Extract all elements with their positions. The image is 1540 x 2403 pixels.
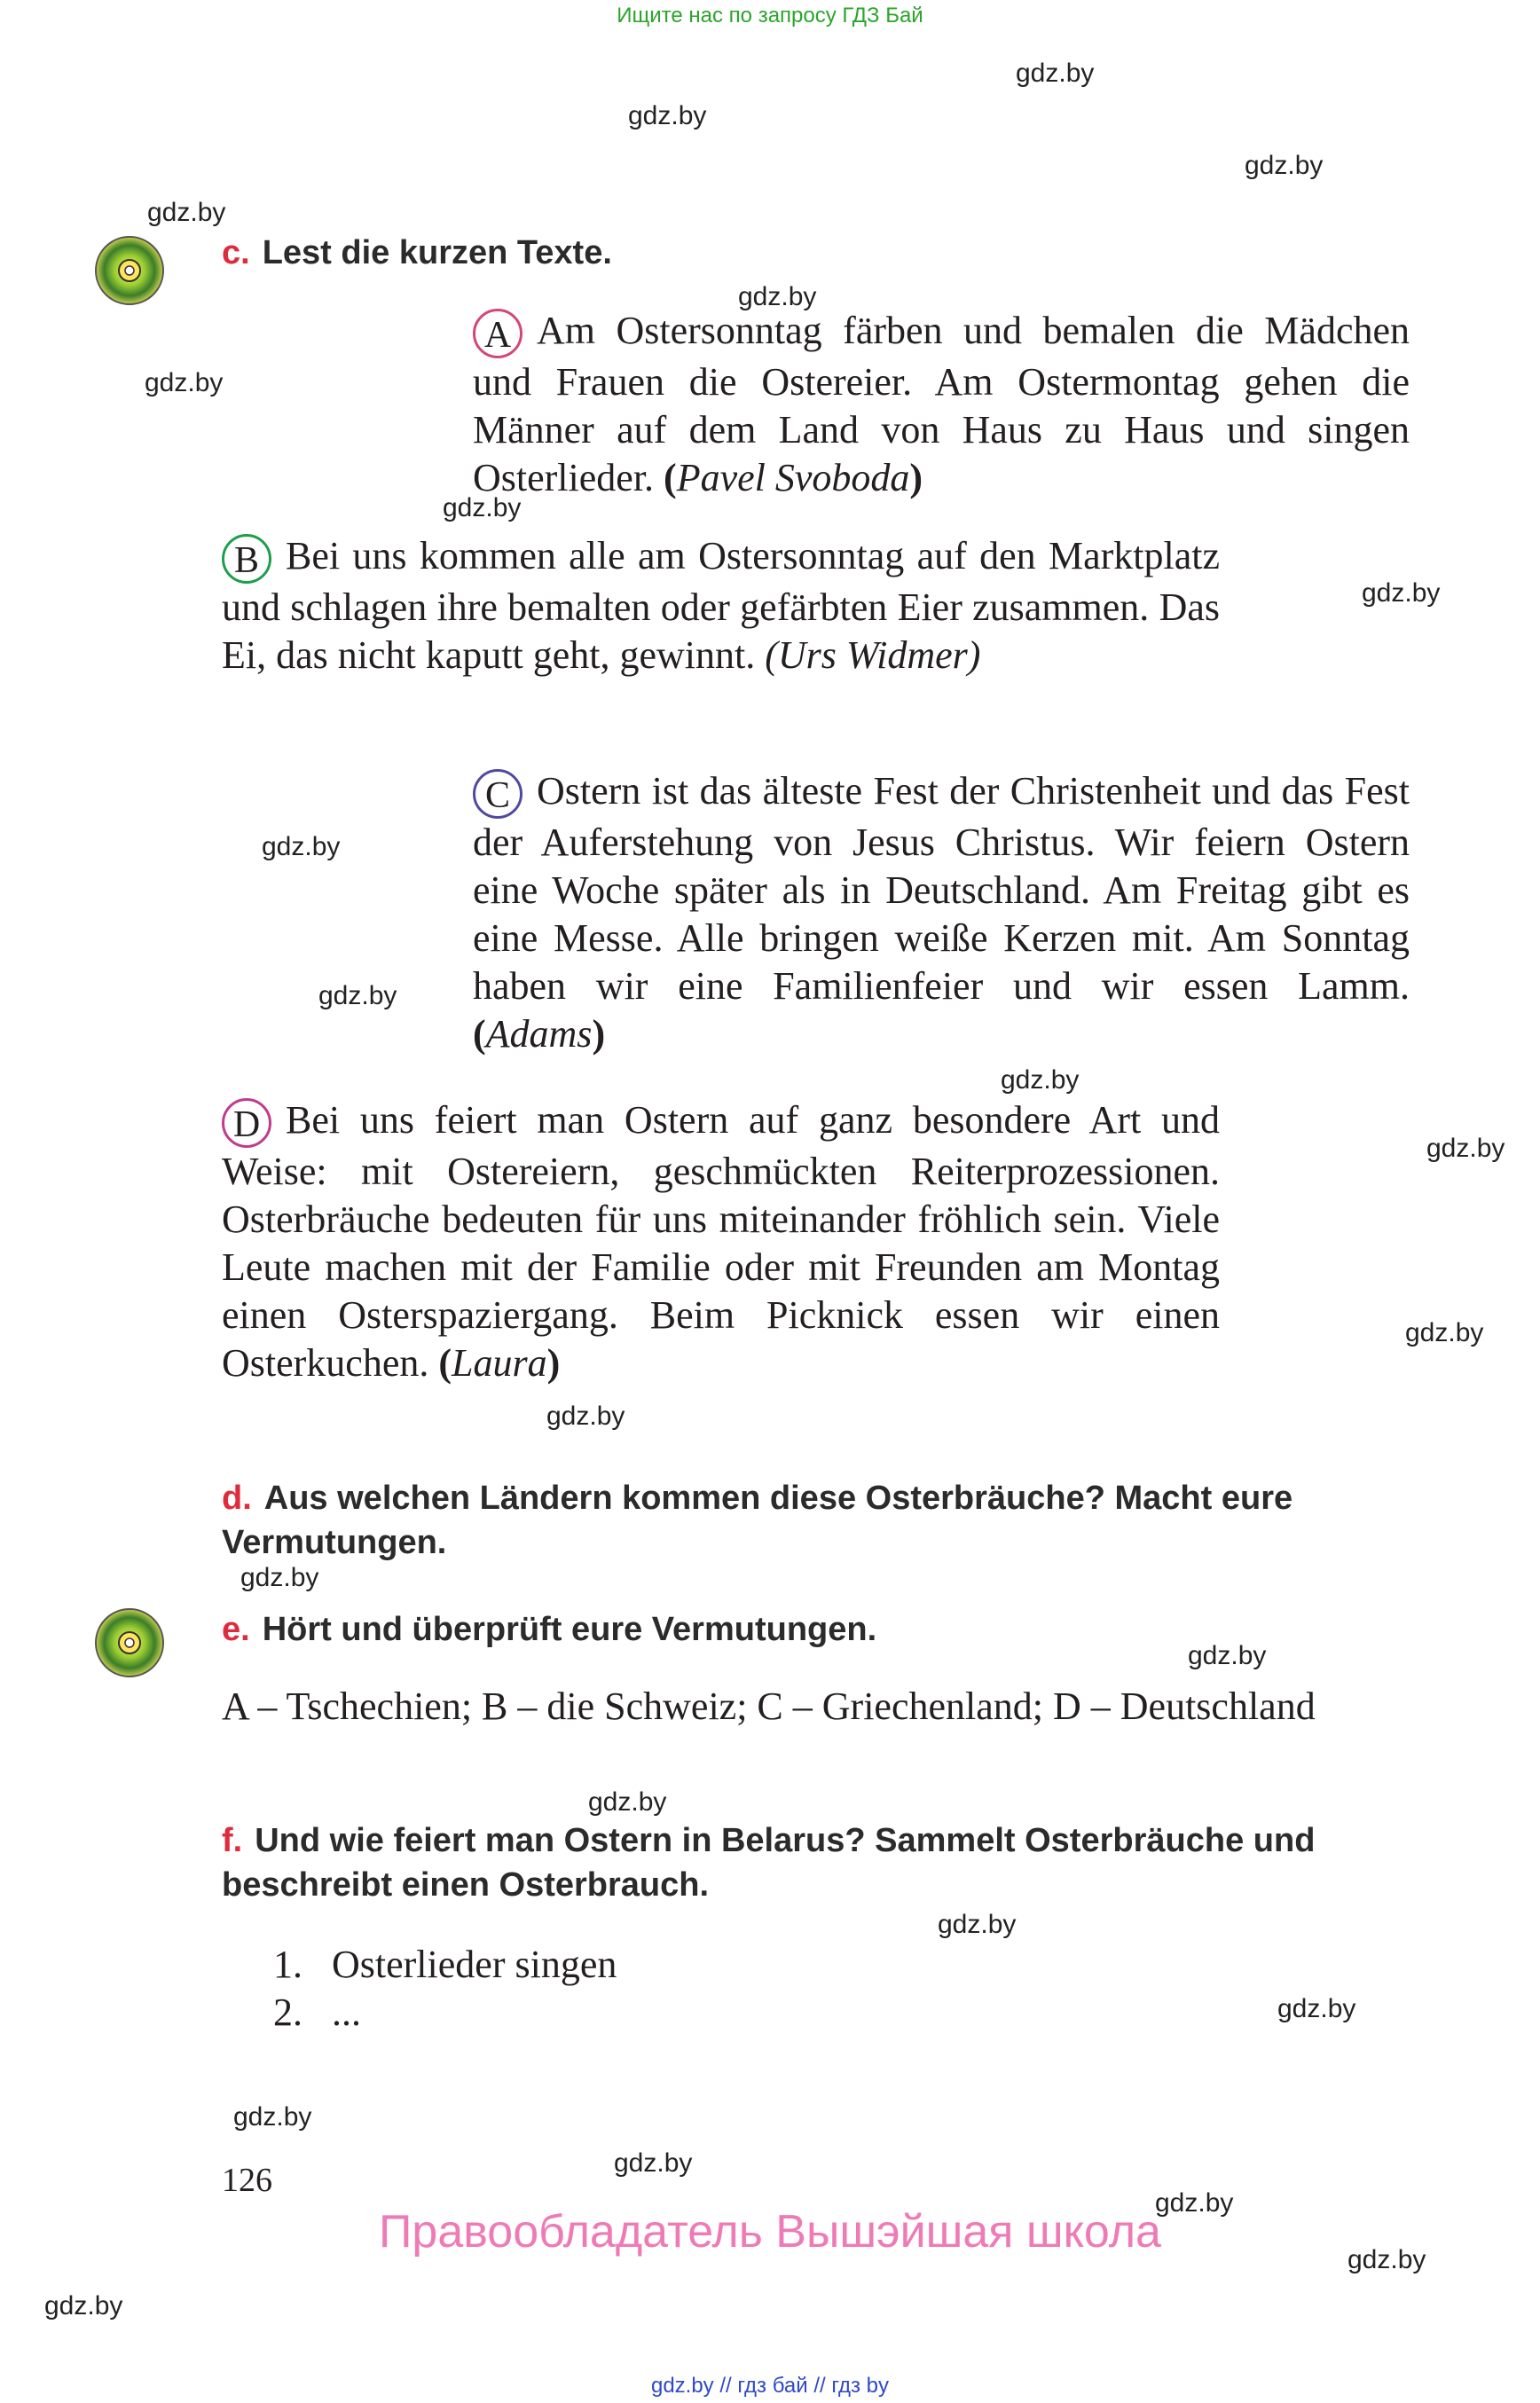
task-d-heading (222, 1476, 1410, 1565)
list-item (273, 1989, 361, 2037)
watermark: gdz.by (1188, 1641, 1267, 1670)
text-b-body: Bei uns kommen alle am Ostersonntag auf den Marktplatz und schlagen ihre bemalten oder gefärbten Eier zusammen. Das Ei, das nicht kaputt geht, gewinnt. (222, 534, 1220, 677)
label-a-badge: A (473, 309, 522, 358)
text-a-author: Pavel Svoboda (676, 456, 910, 499)
text-d: D Bei uns feiert man Ostern auf ganz besondere Art und Weise: mit Ostereiern, geschmückten Reiterprozessionen. Osterbräuche bedeuten für uns miteinander fröhlich sein. Viele Leute machen mit der Familie oder mit Freunden am Montag einen Osterspaziergang. Beim Picknick essen wir einen Osterkuchen. (Laura) (222, 1098, 1220, 1385)
list-number: 1. (273, 1943, 302, 1986)
list-text: Osterlieder singen (332, 1943, 617, 1986)
watermark: gdz.by (1426, 1134, 1505, 1163)
watermark: gdz.by (1016, 59, 1095, 88)
task-c-heading (222, 231, 1410, 275)
watermark: gdz.by (262, 832, 341, 861)
text-a-body: Am Ostersonntag färben und bemalen die Mädchen und Frauen die Ostereier. Am Ostermontag gehen die Männer auf dem Land von Haus zu Haus und singen Osterlieder. (473, 309, 1410, 499)
watermark: gdz.by (233, 2102, 312, 2132)
page-number: 126 (222, 2162, 272, 2199)
watermark: gdz.by (443, 493, 522, 522)
watermark: gdz.by (1155, 2188, 1234, 2218)
task-letter: d. (222, 1480, 252, 1517)
task-text: Hört und überprüft eure Vermutungen. (262, 1611, 877, 1648)
list-item (273, 1941, 617, 1989)
watermark: gdz.by (44, 2291, 123, 2321)
text-c: C Ostern ist das älteste Fest der Christenheit und das Fest der Auferstehung von Jesus Christus. Wir feiern Ostern eine Woche später als in Deutschland. Am Freitag gibt es eine Messe. Alle bringen weiße Kerzen mit. Am Sonntag haben wir eine Familienfeier und wir essen Lamm. (Adams) (473, 769, 1410, 1056)
audio-cd-icon[interactable] (94, 1607, 165, 1678)
watermark: gdz.by (938, 1910, 1017, 1939)
list-number: 2. (273, 1991, 302, 2034)
text-b-author: (Urs Widmer) (765, 633, 981, 677)
watermark: gdz.by (1362, 578, 1441, 608)
watermark: gdz.by (147, 198, 226, 227)
label-c-badge: C (473, 769, 522, 819)
task-e-heading (222, 1607, 1410, 1652)
footer-links[interactable]: gdz.by // гдз бай // гдз by (650, 2374, 890, 2398)
text-b (222, 532, 1220, 679)
label-d-badge: D (222, 1098, 271, 1148)
watermark: gdz.by (1348, 2245, 1426, 2274)
task-letter: c. (222, 234, 250, 271)
top-banner[interactable]: Ищите нас по запросу ГДЗ Бай (617, 4, 923, 27)
audio-cd-icon[interactable] (94, 235, 165, 306)
watermark: gdz.by (1245, 151, 1324, 180)
watermark: gdz.by (546, 1402, 625, 1431)
task-letter: f. (222, 1822, 243, 1859)
task-f-heading (222, 1818, 1410, 1907)
task-letter: e. (222, 1611, 250, 1648)
text-c-body: Ostern ist das älteste Fest der Christenheit und das Fest der Auferstehung von Jesus Christus. Wir feiern Ostern eine Woche später als in Deutschland. Am Freitag gibt es eine Messe. Alle bringen weiße Kerzen mit. Am Sonntag haben wir eine Familienfeier und wir essen Lamm. (473, 769, 1410, 1008)
task-text: Und wie feiert man Ostern in Belarus? Sammelt Osterbräuche und beschreibt einen Osterbrauch. (222, 1822, 1316, 1904)
watermark: gdz.by (318, 981, 397, 1010)
list-text: ... (332, 1991, 361, 2034)
watermark: gdz.by (1001, 1065, 1080, 1095)
copyright-notice: Правообладатель Вышэйшая школа (379, 2206, 1161, 2258)
watermark: gdz.by (588, 1787, 667, 1817)
text-d-body: Bei uns feiert man Ostern auf ganz besondere Art und Weise: mit Ostereiern, geschmückten Reiterprozessionen. Osterbräuche bedeuten für uns miteinander fröhlich sein. Viele Leute machen mit der Familie oder mit Freunden am Montag einen Osterspaziergang. Beim Picknick essen wir einen Osterkuchen. (222, 1098, 1220, 1385)
watermark: gdz.by (738, 282, 817, 311)
watermark: gdz.by (628, 101, 707, 130)
watermark: gdz.by (240, 1563, 319, 1592)
watermark: gdz.by (1405, 1318, 1484, 1347)
task-text: Aus welchen Ländern kommen diese Osterbräuche? Macht eure Vermutungen. (222, 1480, 1293, 1561)
answer-e: A – Tschechien; B – die Schweiz; C – Griechenland; D – Deutschland (222, 1684, 1316, 1728)
watermark: gdz.by (145, 368, 224, 397)
text-d-author: Laura (452, 1341, 547, 1385)
watermark: gdz.by (614, 2148, 693, 2178)
task-text: Lest die kurzen Texte. (262, 234, 612, 271)
text-a: A Am Ostersonntag färben und bemalen die Mädchen und Frauen die Ostereier. Am Ostermontag gehen die Männer auf dem Land von Haus zu Haus und singen Osterlieder. (Pavel Svoboda) (473, 309, 1410, 499)
label-b-badge: B (222, 534, 271, 584)
text-c-author: Adams (485, 1012, 593, 1056)
watermark: gdz.by (1277, 1994, 1356, 2023)
